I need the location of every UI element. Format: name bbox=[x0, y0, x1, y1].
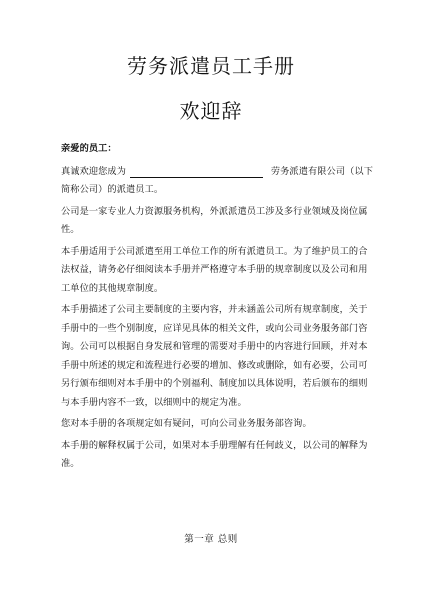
paragraph-company-intro: 公司是一家专业人力资源服务机构，外派派遣员工涉及多行业领域及岗位属性。 bbox=[61, 205, 368, 235]
company-name-blank bbox=[130, 165, 263, 178]
paragraph-interpretation: 本手册的解释权属于公司，如果对本手册理解有任何歧义，以公司的解释为准。 bbox=[61, 439, 368, 469]
welcome-prefix: 真诚欢迎您成为 bbox=[61, 165, 127, 177]
welcome-paragraph bbox=[61, 163, 373, 200]
document-title: 劳务派遣员工手册 bbox=[127, 54, 295, 78]
document-body bbox=[61, 140, 373, 477]
paragraph-inquiry: 您对本手册的各项规定如有疑问，可向公司业务服务部咨询。 bbox=[61, 418, 312, 429]
welcome-company: 劳务派遣有限公司（以下 bbox=[270, 165, 373, 177]
document-subtitle: 欢迎辞 bbox=[179, 99, 243, 123]
chapter-heading: 第一章 总则 bbox=[184, 534, 238, 545]
paragraph-content-description: 本手册描述了公司主要制度的主要内容，并未涵盖公司所有规章制度，关于手册中的一些个别制度，应详见具体的相关文件，或向公司业务服务部门咨询。公司可以根据自身发展和管理的需要对手册中的内容进行回顾，并对本手册中所述的规定和流程进行必要的增加、修改或删除，如有必要，公司可另行颁布细则对本手册中的个别福利、制度加以具体说明，若后颁布的细则与本手册内容不一致，以细则中的规定为准。 bbox=[61, 304, 368, 408]
paragraph-scope: 本手册适用于公司派遣至用工单位工作的所有派遣员工。为了维护员工的合法权益，请务必仔细阅读本手册并严格遵守本手册的规章制度以及公司和用工单位的其他规章制度。 bbox=[61, 245, 368, 294]
salutation: 亲爱的员工： bbox=[61, 143, 117, 154]
welcome-suffix: 简称公司）的派遣员工。 bbox=[61, 184, 164, 195]
welcome-line bbox=[61, 163, 373, 182]
